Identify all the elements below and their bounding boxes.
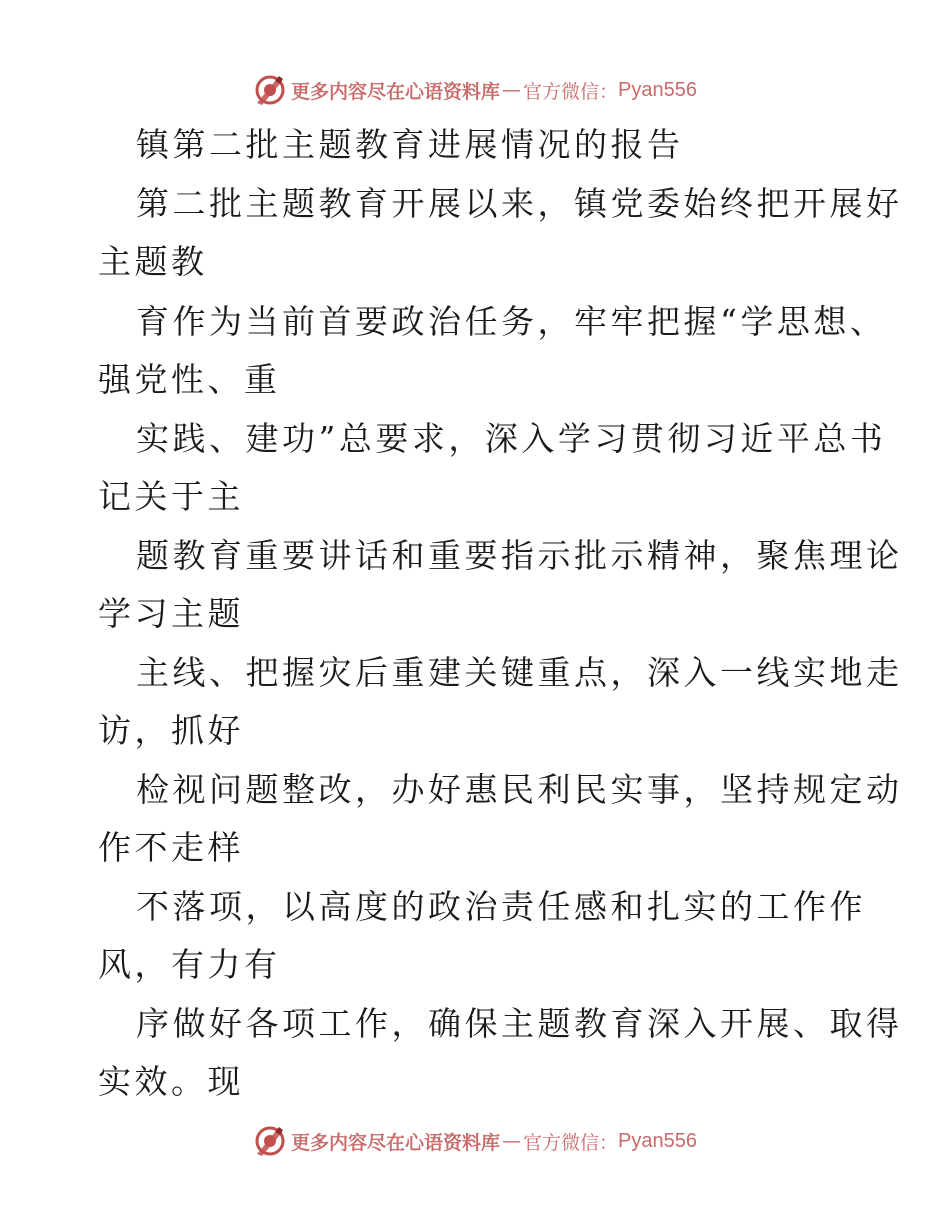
pen-logo-icon [253,73,287,107]
paragraph-line: 主线、把握灾后重建关键重点，深入一线实地走 [136,653,903,692]
watermark-separator: — [502,79,522,101]
paragraph-line: 第二批主题教育开展以来，镇党委始终把开展好 [136,184,903,223]
watermark-wechat-id: Pyan556 [618,78,697,101]
paragraph-line: 实践、建功”总要求，深入学习贯彻习近平总书 [136,419,887,458]
document-title: 镇第二批主题教育进展情况的报告 [136,125,684,164]
paragraph-line: 访，抓好 [98,711,244,750]
pen-logo-icon [253,1124,287,1158]
paragraph-line: 风，有力有 [98,945,281,984]
watermark-wechat-id: Pyan556 [618,1129,697,1152]
paragraph-line: 强党性、重 [98,360,281,399]
paragraph-line: 实效。现 [98,1062,244,1101]
watermark-official-label: 官方微信： [523,80,619,103]
paragraph-line: 记关于主 [98,477,244,516]
paragraph-line: 不落项，以高度的政治责任感和扎实的工作作 [136,887,866,926]
paragraph-line: 育作为当前首要政治任务，牢牢把握“学思想、 [136,302,887,341]
footer-watermark [0,1121,950,1161]
watermark-separator: — [502,1130,522,1152]
paragraph-line: 主题教 [98,242,208,281]
paragraph-line: 学习主题 [98,594,244,633]
paragraph-line: 作不走样 [98,828,244,867]
header-watermark [0,70,950,110]
watermark-official-label: 官方微信： [523,1131,619,1154]
watermark-brand: 更多内容尽在心语资料库 [291,80,501,103]
paragraph-line: 序做好各项工作，确保主题教育深入开展、取得 [136,1004,903,1043]
paragraph-line: 题教育重要讲话和重要指示批示精神，聚焦理论 [136,536,903,575]
paragraph-line: 检视问题整改，办好惠民利民实事，坚持规定动 [136,770,903,809]
watermark-brand: 更多内容尽在心语资料库 [291,1131,501,1154]
